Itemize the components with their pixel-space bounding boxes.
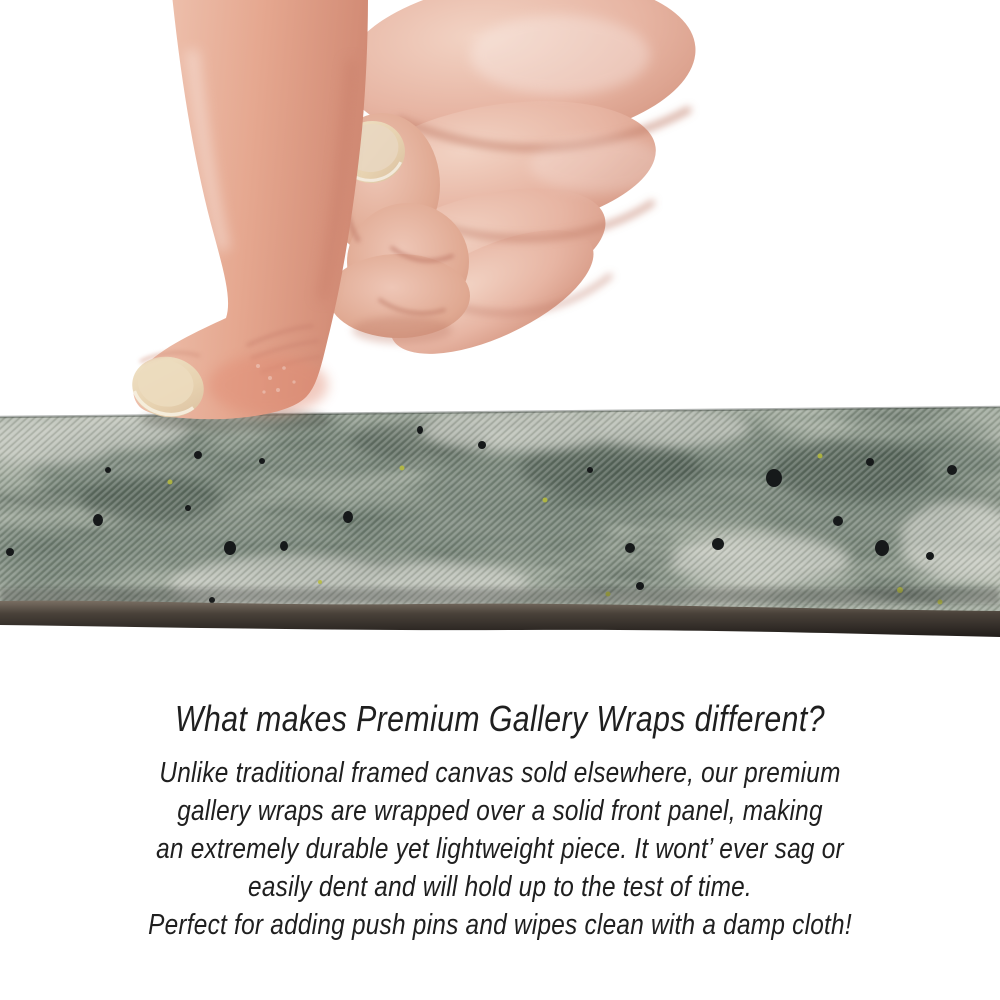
body-line-4: easily dent and will hold up to the test of time.	[248, 871, 752, 904]
thumb	[127, 0, 368, 424]
caption-block	[80, 698, 920, 944]
body-line-5: Perfect for adding push pins and wipes clean with a damp cloth!	[148, 909, 852, 942]
headline: What makes Premium Gallery Wraps different?	[175, 698, 825, 739]
body-line-3: an extremely durable yet lightweight piece. It wont’ ever sag or	[156, 833, 844, 866]
body-line-1: Unlike traditional framed canvas sold elsewhere, our premium	[159, 757, 841, 790]
body-line-2: gallery wraps are wrapped over a solid front panel, making	[177, 795, 823, 828]
